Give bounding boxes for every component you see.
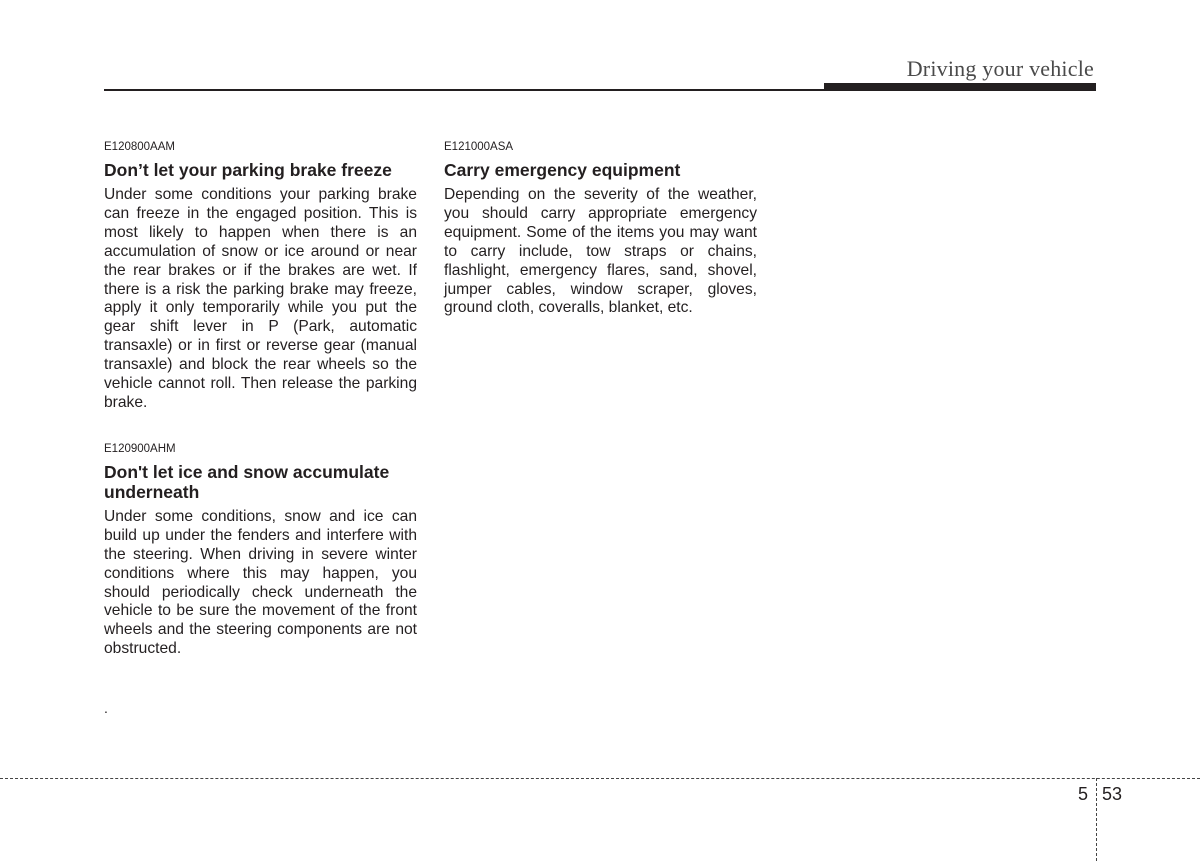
header-rule: [104, 89, 824, 91]
header-rule-accent: [824, 83, 1096, 91]
section-code: E120900AHM: [104, 442, 176, 455]
section-ice-snow: [104, 442, 417, 659]
section-body: Under some conditions, snow and ice can build up under the fenders and interfere with the steering. When driving in severe winter conditions where this may happen, you should periodically check underneath the vehicle to be sure the movement of the front wheels and the steering components are not obstructed.: [104, 507, 417, 658]
section-heading: Don't let ice and snow accumulate underneath: [104, 461, 390, 502]
section-body: Under some conditions your parking brake can freeze in the engaged position. This is most likely to happen when there is an accumulation of snow or ice around or near the rear brakes or if the brakes are wet. If there is a risk the parking brake may freeze, apply it only temporarily while you put the gear shift lever in P (Park, automatic transaxle) or in first or reverse gear (manual transaxle) and block the rear wheels so the vehicle cannot roll. Then release the parking brake.: [104, 186, 417, 411]
page-number: 53: [1102, 784, 1123, 804]
right-column: [444, 140, 757, 318]
stray-mark: .: [104, 700, 108, 716]
page-header-title: Driving your vehicle: [906, 56, 1094, 81]
chapter-number: 5: [1078, 784, 1089, 804]
section-heading: Carry emergency equipment: [444, 160, 681, 180]
section-emergency-equipment: [444, 140, 757, 318]
footer-dashed-rule: [0, 778, 1200, 779]
footer-dashed-divider: [1096, 778, 1097, 861]
left-column: [104, 140, 417, 659]
section-code: E120800AAM: [104, 141, 175, 153]
section-parking-brake: [104, 140, 417, 413]
section-code: E121000ASA: [444, 141, 514, 153]
section-body: Depending on the severity of the weather, you should carry appropriate emergency equipment. Some of the items you may want to carry include, tow straps or chains, flashlight, emergency flares, sand, shovel, jumper cables, window scraper, gloves, ground cloth, coveralls, blanket, etc.: [444, 186, 757, 317]
section-heading: Don’t let your parking brake freeze: [104, 160, 392, 180]
